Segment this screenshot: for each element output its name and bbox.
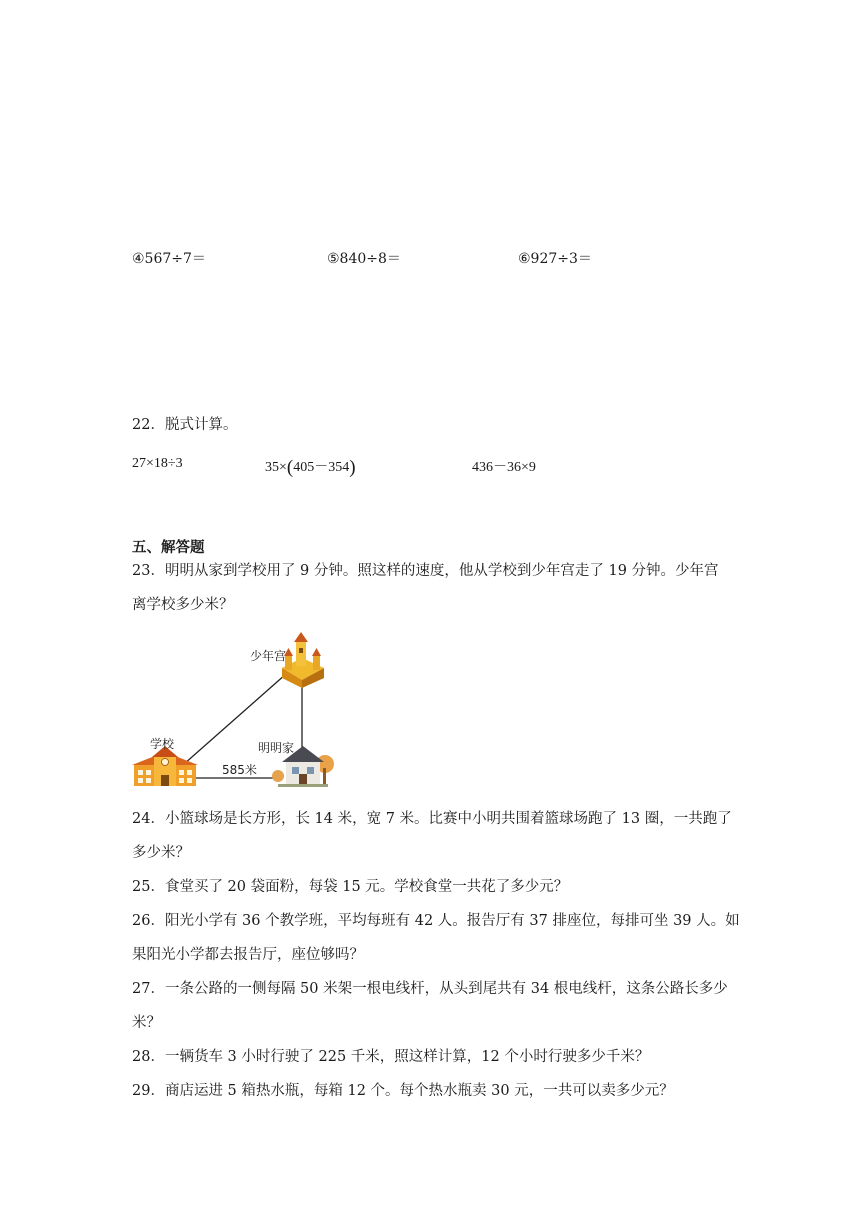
palace-icon bbox=[282, 632, 324, 688]
school-label: 学校 bbox=[150, 737, 175, 751]
q22-title: 22．脱式计算。 bbox=[132, 417, 238, 433]
left-paren: ( bbox=[286, 457, 294, 478]
q22-expr-1: 27×18÷3 bbox=[132, 456, 183, 471]
palace-label: 少年宫 bbox=[250, 649, 287, 663]
q22-expr-2 bbox=[265, 456, 356, 479]
q28-line-1: 28．一辆货车 3 小时行驶了 225 千米，照这样计算，12 个小时行驶多少千米？ bbox=[132, 1049, 650, 1065]
right-paren: ) bbox=[349, 457, 356, 478]
q23-line-1: 23．明明从家到学校用了 9 分钟。照这样的速度，他从学校到少年宫走了 19 分钟。少年宫 bbox=[132, 563, 719, 579]
calc-item-5: ⑤840÷8＝ bbox=[327, 251, 401, 267]
school-icon bbox=[132, 746, 198, 786]
home-label: 明明家 bbox=[258, 741, 295, 755]
q22-expr-2-inner: 405－354 bbox=[293, 460, 350, 475]
q26-line-1: 26．阳光小学有 36 个教学班，平均每班有 42 人。报告厅有 37 排座位，每排可坐 39 人。如 bbox=[132, 913, 740, 929]
calc-item-6: ⑥927÷3＝ bbox=[518, 251, 592, 267]
q24-line-1: 24．小篮球场是长方形，长 14 米，宽 7 米。比赛中小明共围着篮球场跑了 13 圈，一共跑了 bbox=[132, 811, 732, 827]
q26-line-2: 果阳光小学都去报告厅，座位够吗？ bbox=[132, 947, 364, 963]
q25-line-1: 25．食堂买了 20 袋面粉，每袋 15 元。学校食堂一共花了多少元？ bbox=[132, 879, 569, 895]
q23-line-2: 离学校多少米？ bbox=[132, 597, 234, 613]
q22-expr-2-pre: 35× bbox=[265, 460, 287, 475]
route-diagram bbox=[128, 628, 348, 794]
q27-line-2: 米？ bbox=[132, 1015, 161, 1031]
q24-line-2: 多少米？ bbox=[132, 845, 190, 861]
calc-item-4: ④567÷7＝ bbox=[132, 251, 206, 267]
distance-label: 585米 bbox=[222, 763, 257, 777]
q27-line-1: 27．一条公路的一侧每隔 50 米架一根电线杆，从头到尾共有 34 根电线杆，这条公路长多少 bbox=[132, 981, 728, 997]
q22-expr-3: 436－36×9 bbox=[472, 460, 536, 475]
section-title: 五、解答题 bbox=[132, 539, 205, 556]
q29-line-1: 29．商店运进 5 箱热水瓶，每箱 12 个。每个热水瓶卖 30 元，一共可以卖多少元？ bbox=[132, 1083, 674, 1099]
